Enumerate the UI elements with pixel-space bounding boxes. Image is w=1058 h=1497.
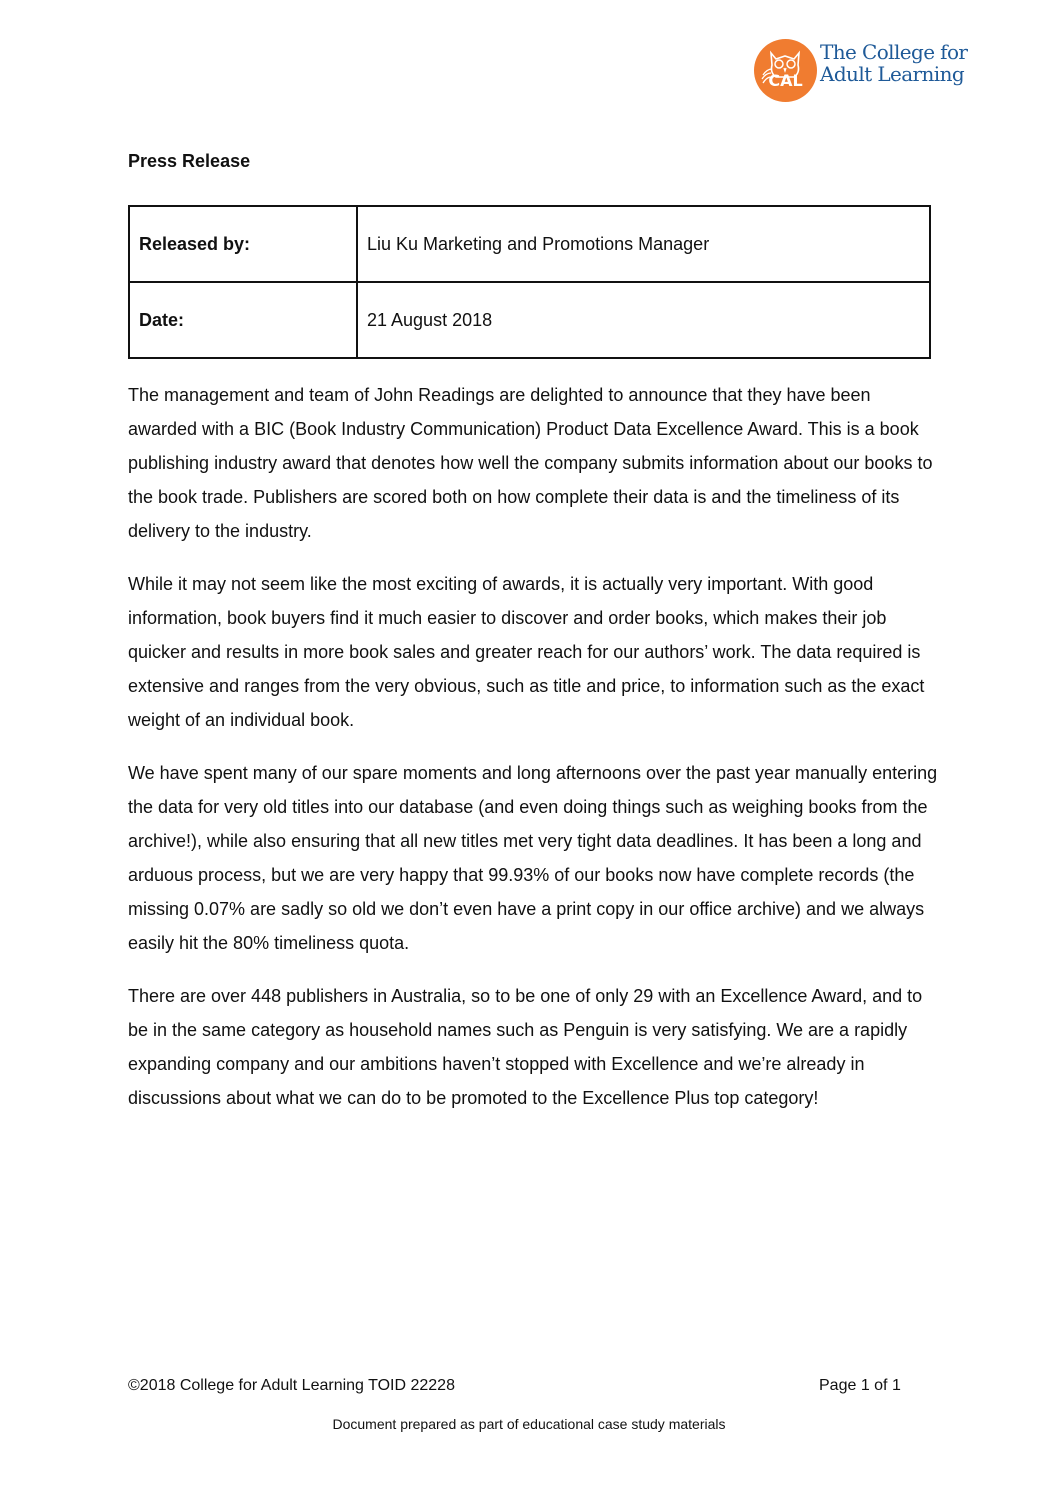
- logo-cal-text: CAL: [768, 71, 803, 90]
- paragraph: The management and team of John Readings are delighted to announce that they have been awarded with a BIC (Book Industry Communication) Product Data Excellence Award. This is a book publishing industry award that denotes how well the company submits information about our books to the book trade. Publishers are scored both on how complete their data is and the timeliness of its delivery to the industry.: [128, 385, 933, 541]
- logo-line-2: Adult Learning: [820, 62, 965, 86]
- paragraph: While it may not seem like the most exciting of awards, it is actually very important. With good information, book buyers find it much easier to discover and order books, which makes their job quicker and results in more book sales and greater reach for our authors’ work. The data required is extensive and ranges from the very obvious, such as title and price, to information such as the exact weight of an individual book.: [128, 574, 925, 730]
- logo-wordmark: [820, 41, 967, 85]
- table-row: [129, 206, 930, 282]
- footer-copyright: ©2018 College for Adult Learning TOID 22228: [128, 1377, 455, 1394]
- paragraph: We have spent many of our spare moments and long afternoons over the past year manually entering the data for very old titles into our database (and even doing things such as weighing books from the archive!), while also ensuring that all new titles met very tight data deadlines. It has been a long and arduous process, but we are very happy that 99.93% of our books now have complete records (the missing 0.07% are sadly so old we don’t even have a print copy in our office archive) and we always easily hit the 80% timeliness quota.: [128, 763, 938, 953]
- release-info-table: [128, 205, 931, 359]
- document-title: Press Release: [128, 151, 251, 171]
- college-logo: [754, 39, 969, 103]
- paragraph: There are over 448 publishers in Australia, so to be one of only 29 with an Excellence Award, and to be in the same category as household names such as Penguin is very satisfying. We are a rapidly expanding company and our ambitions haven’t stopped with Excellence and we’re already in discussions about what we can do to be promoted to the Excellence Plus top category!: [128, 986, 923, 1108]
- table-row: [129, 282, 930, 358]
- footer-page-number: Page 1 of 1: [819, 1377, 901, 1394]
- logo-badge: [754, 39, 817, 102]
- footer-note: Document prepared as part of educational case study materials: [332, 1416, 726, 1432]
- date-value: 21 August 2018: [357, 282, 930, 358]
- date-label: Date:: [129, 282, 357, 358]
- released-by-label: Released by:: [129, 206, 357, 282]
- logo-line-1: The College for: [820, 40, 968, 64]
- press-release-body: [128, 378, 938, 1134]
- released-by-value: Liu Ku Marketing and Promotions Manager: [357, 206, 930, 282]
